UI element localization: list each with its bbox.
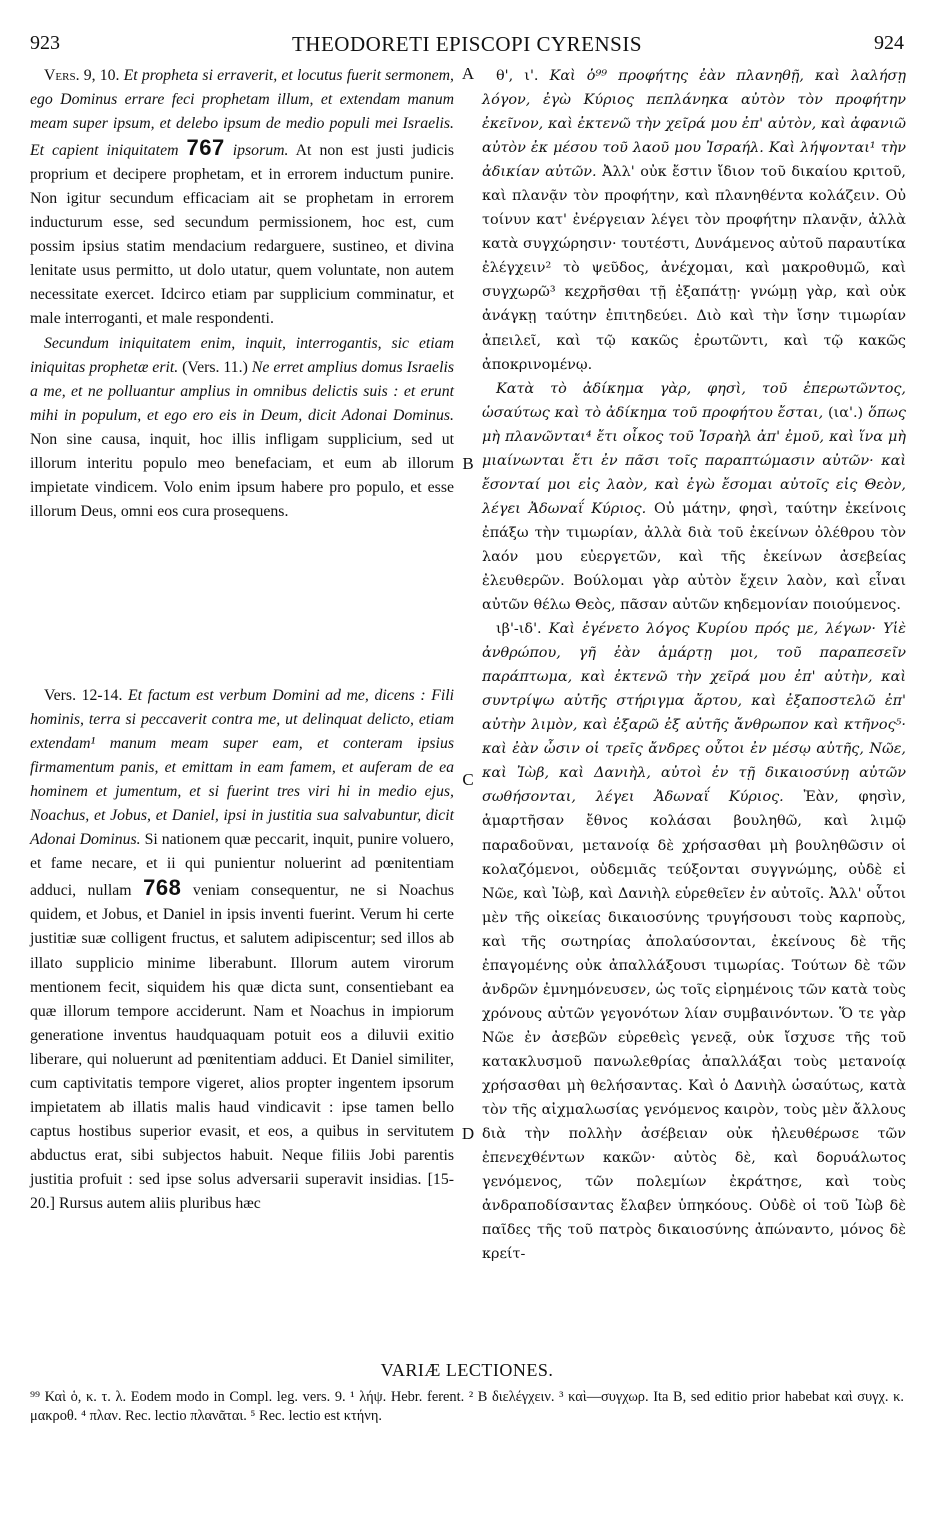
verse-ref: ιβ'-ιδ'. (496, 621, 542, 638)
margin-letter-b: B (462, 454, 474, 473)
verse-ref: Vers. 9, 10. (44, 67, 120, 84)
margin-letter-a: A (461, 64, 475, 83)
latin-paragraph (30, 64, 454, 332)
latin-paragraph (30, 332, 454, 524)
running-title: THEODORETI EPISCOPI CYRENSIS (291, 32, 643, 56)
scripture-text: Κατὰ τὸ ἀδίκημα γὰρ, φησὶ, τοῦ ἐπερωτῶντος, ὡσαύτως καὶ τὸ ἀδίκημα τοῦ προφήτου ἔσται, (482, 380, 906, 421)
scripture-text: Ne erret amplius domus Israelis a me, et ne polluantur amplius in omnibus delictis suis : et erunt mihi in populum, et ego ero eis in Deum, dicit Adonai Dominus. (30, 358, 454, 424)
greek-paragraph (482, 377, 906, 617)
variae-lectiones-notes: ⁹⁹ Καὶ ὁ, κ. τ. λ. Eodem modo in Compl. leg. vers. 9. ¹ λήψ. Hebr. ferent. ² B διελέγχειν. ³ καὶ—συγχωρ. Ita B, sed editio prior habebat καὶ συγχ. κ. μακροθ. ⁴ πλαν. Rec. lectio πλανᾶται. ⁵ Rec. lectio est κτήνη. (30, 1389, 904, 1424)
commentary-text: Οὐ μάτην, φησὶ, ταύτην ἐκείνοις ἐπάξω τὴν τιμωρίαν, ἀλλὰ διὰ τοῦ ἐκείνων ὀλέθρου τὸν λαόν μου εὐεργετῶν, καὶ τῆς ἐκείνων ἀσεβείας ἐλευθερῶν. Βούλομαι γὰρ αὐτὸν ἔχειν λαὸν, καὶ εἶναι αὐτῶν θέλω Θεὸς, πᾶσαν αὐτῶν κηδεμονίαν ποιούμενος. (482, 500, 907, 614)
latin-paragraph (30, 684, 454, 1216)
variae-lectiones-title: VARIÆ LECTIONES. (380, 1360, 554, 1380)
commentary-text: At non est justi judicis proprium et decipere prophetam, et in errorem inductum punire. Non igitur secundum efficaciam ait se prophetam in errorem inducturum esse, sed secundum permissionem, hoc est, cum possim ipsius statim mendacium redarguere, sustineo, et divina lenitate usus permitto, ut dolo utatur, quem voluntate, non autem necessitate exercet. Idcirco etiam par supplicium comminatur, et male interroganti, et male respondenti. (30, 142, 455, 328)
page-number-right: 924 (874, 32, 904, 54)
verse-ref: θ', ι'. (496, 68, 539, 84)
verse-ref: (ια'.) (828, 404, 864, 421)
scripture-text: Καὶ ὁ⁹⁹ προφήτης ἐὰν πλανηθῇ, καὶ λαλήσῃ λόγον, ἐγὼ Κύριος πεπλάνηκα αὐτὸν τὸν προφήτην ἐκεῖνον, καὶ ἐκτενῶ τὴν χεῖρά μου ἐπ' αὐτὸν, καὶ ἀφανιῶ αὐτὸν ἐκ μέσου τοῦ λαοῦ μου Ἰσραήλ. Καὶ λήψονται¹ τὴν ἀδικίαν αὐτῶν. (482, 68, 906, 181)
scripture-text: Et propheta si erraverit, et locutus fuerit sermonem, ego Dominus errare feci prophetam illum, et extendam manum meam super ipsum, et delebo ipsum de medio populi mei Israelis. Et capient iniquitatem (30, 67, 455, 160)
margin-letter-c: C (462, 770, 474, 789)
scripture-text: Secundum iniquitatem enim, inquit, interrogantis, sic etiam iniquitas prophetæ erit. (30, 334, 454, 376)
commentary-text: Si nationem quæ peccarit, inquit, punire voluero, et fame necare, et ii qui punientur noluerint ad pœnitentiam adduci, nullam (30, 831, 454, 900)
column-number: 768 (143, 875, 182, 901)
greek-column (482, 64, 906, 1266)
verse-ref: Vers. 12-14. (44, 687, 123, 704)
greek-paragraph (482, 617, 906, 1266)
page-number-left: 923 (30, 32, 60, 54)
commentary-text: Non sine causa, inquit, hoc illis infligam supplicium, sed ut illorum interitu populo meo benefaciam, et eum ab illorum impietate vindicem. Volo enim ipsum habere pro populo, et esse illorum Deus, omni eos cura prosequens. (30, 430, 454, 520)
margin-letter-d: D (461, 1124, 475, 1143)
verse-ref: (Vers. 11.) (182, 358, 248, 376)
latin-column-lower (30, 684, 454, 1216)
greek-paragraph (482, 64, 906, 377)
scripture-text: ὅπως μὴ πλανῶνται⁴ ἔτι οἶκος τοῦ Ἰσραὴλ ἀπ' ἐμοῦ, καὶ ἵνα μὴ μιαίνωνται ἔτι ἐν πᾶσι τοῖς παραπτώμασιν αὐτῶν· καὶ ἔσονταί μοι εἰς λαὸν, καὶ ἐγὼ ἔσομαι αὐτοῖς εἰς Θεὸν, λέγει Ἀδωναΐ Κύριος. (482, 404, 906, 517)
scripture-text: ipsorum. (232, 142, 289, 160)
page-header (30, 32, 904, 62)
column-number: 767 (186, 135, 225, 161)
scripture-text: Et factum est verbum Domini ad me, dicens : Fili hominis, terra si peccaverit contra me, ut delinquat delicto, etiam extendam¹ manum meam super eam, et conteram ipsius firmamentum panis, et emittam in eam famem, et auferam de ea hominem et jumentum, et si fuerint tres viri hi in medio ejus, Noachus, et Jobus, et Daniel, ipsi in justitia sua salvabuntur, dicit Adonai Dominus. (30, 687, 455, 849)
latin-column (30, 64, 454, 524)
scripture-text: Καὶ ἐγένετο λόγος Κυρίου πρός με, λέγων· Υἱὲ ἀνθρώπου, γῆ ἐὰν ἁμάρτῃ μοι, τοῦ παραπεσεῖν παράπτωμα, καὶ ἐκτενῶ τὴν χεῖρά μου ἐπ' αὐτὴν, καὶ συντρίψω αὐτῆς στήριγμα ἄρτου, καὶ ἐξαποστελῶ ἐπ' αὐτὴν λιμὸν, καὶ ἐξαρῶ ἐξ αὐτῆς ἄνθρωπον καὶ κτῆνος⁵· καὶ ἐὰν ὦσιν οἱ τρεῖς ἄνδρες οὗτοι ἐν μέσῳ αὐτῆς, Νῶε, καὶ Ἰὼβ, καὶ Δανιὴλ, αὐτοὶ ἐν τῇ δικαιοσύνῃ αὐτῶν σωθήσονται, λέγει Ἀδωναΐ Κύριος. (482, 621, 906, 806)
commentary-text: veniam consequentur, ne si Noachus quidem, et Jobus, et Daniel in ipsis inventi fuerint. Verum hi certe justitiæ suæ colligent fructus, et salutem adipiscentur; sed illos ab illato supplicio minime liberabunt. Illorum autem virorum mentionem fecit, siquidem his quæ dicta sunt, consentiebant ea quæ illorum tempore acciderunt. Nam et Noachus in impiorum generatione inventus haudquaquam potuit eos a diluvii exitio liberare, qui noluerunt ad pœnitentiam adduci. Et Daniel similiter, cum captivitatis tempore vigeret, alios propter ingentem ipsorum impietatem ab illatis malis haud vindicavit : ipse tamen bello captus hostibus superior evasit, et eos, a quibus in servitutem abductus erat, sibi subjectos habuit. Neque filiis Jobi parentis justitia profuit : sed ipse solus adversarii superavit insidias. [15-20.] Rursus autem aliis pluribus hæc (30, 882, 454, 1212)
commentary-text: Ἀλλ' οὐκ ἔστιν ἴδιον τοῦ δικαίου κριτοῦ, καὶ πλανᾷν τὸν προφήτην, καὶ πλανηθέντα κολάζειν. Οὐ τοίνυν κατ' ἐνέργειαν λέγει τὸν προφήτην πλανᾷν, ἀλλὰ κατὰ συγχώρησιν· τουτέστι, Δυνάμενος αὐτοῦ παραυτίκα ἐλέγχειν² τὸ ψεῦδος, ἀνέχομαι, καὶ μακροθυμῶ, καὶ συγχωρῶ³ κεχρῆσθαι τῇ ἐξαπάτῃ· γνώμῃ γὰρ, καὶ οὐκ ἀνάγκῃ ταύτην ἐπιτηδεύει. Διὸ καὶ τὴν ἴσην τιμωρίαν ἀπειλεῖ, καὶ τῷ κακῶς ἐρωτῶντι, καὶ τῷ κακῶς ἀποκρινομένῳ. (482, 164, 906, 373)
commentary-text: Ἐὰν, φησὶν, ἁμαρτῆσαν ἔθνος κολάσαι βουληθῶ, καὶ λιμῷ παραδοῦναι, μετανοίᾳ δὲ χρήσασθαι μὴ βουληθῶσιν οἱ κολαζόμενοι, οὐδεμιᾶς τεύξονται συγγνώμης, οὐδὲ εἰ Νῶε, καὶ Ἰὼβ, καὶ Δανιὴλ εὑρεθεῖεν ἐν αὐτοῖς. Ἀλλ' οὗτοι μὲν τῆς οἰκείας δικαιοσύνης τρυγήσουσι τοὺς καρποὺς, καὶ τῆς σωτηρίας ἀπολαύσονται, ἐκείνους δὲ τῆς ἐπαγομένης οὐκ ἀπαλλάξουσι τιμωρίας. Τούτων δὲ τῶν ἀνδρῶν ἐμνημόνευσεν, ὡς τοῖς εἰρημένοις τῶν κατὰ τοὺς χρόνους αὐτῶν γεγονότων λίαν συμβαινόντων. Ὅ τε γὰρ Νῶε ἐν ἀσεβῶν εὑρεθεὶς γενεᾷ, οὐκ ἴσχυσε τῆς τοῦ κατακλυσμοῦ πανωλεθρίας ἀπαλλάξαι τοὺς μετανοίᾳ χρήσασθαι μὴ θελήσαντας. Καὶ ὁ Δανιὴλ ὡσαύτως, κατὰ τὸν τῆς αἰχμαλωσίας γενόμενος καιρὸν, τοὺς μὲν ἄλλους διὰ τὴν πολλὴν ἀσέβειαν οὐκ ἠλευθέρωσε τῶν ἐπενεχθέντων κακῶν· αὐτὸς δὲ, καὶ δορυάλωτος γενόμενος, τῶν πολεμίων ἐκράτησε, καὶ τοὺς ἀνδραποδίσαντας ἔλαβεν ὑπηκόους. Οὐδὲ οἱ τοῦ Ἰὼβ δὲ παῖδες τῆς τοῦ πατρὸς δικαιοσύνης ἀπώναντο, μόνος δὲ κρείτ- (482, 789, 906, 1263)
